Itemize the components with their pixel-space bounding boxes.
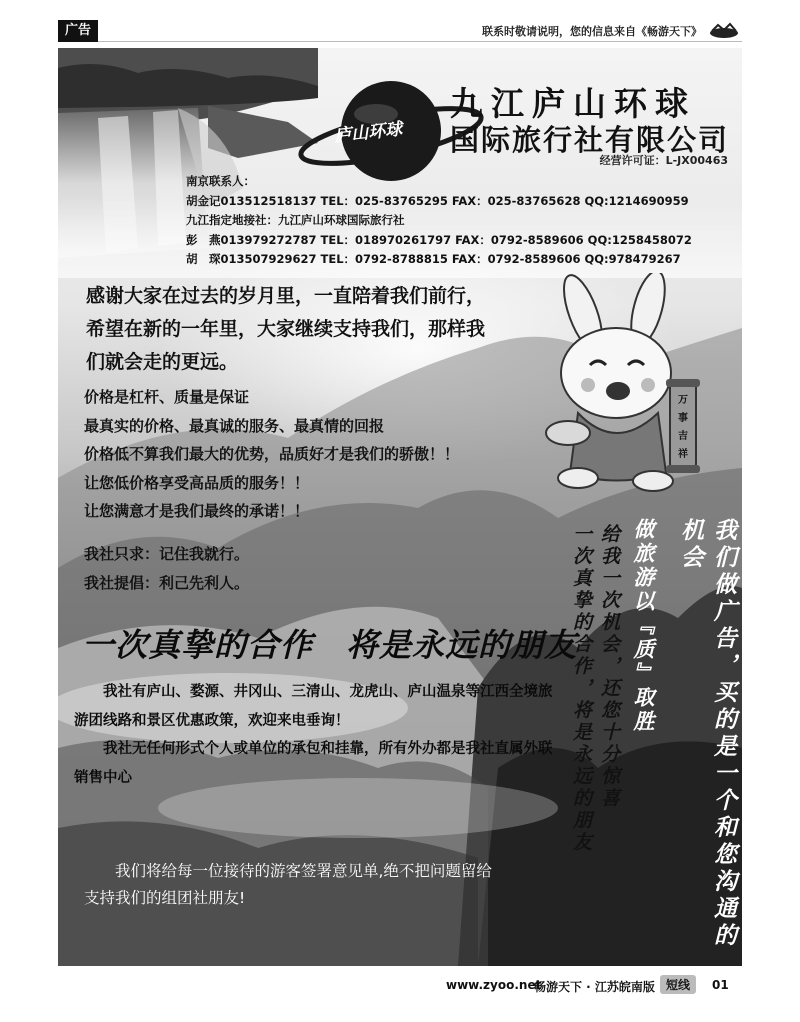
promise-line: 最真实的价格、最真诚的服务、最真情的回报	[84, 416, 385, 435]
slogan: 一次真挚的合作 将是永远的朋友	[82, 626, 578, 664]
mascot-scroll-char: 万	[678, 395, 688, 406]
motto-line: 我社只求：记住我就行。	[84, 545, 250, 563]
company-name-line1: 九江庐山环球	[450, 84, 696, 123]
globe-text: 庐山环球	[333, 119, 404, 147]
license-number: 经营许可证：L-JX00463	[599, 154, 728, 167]
ad-panel	[58, 48, 742, 966]
top-note: 联系时敬请说明，您的信息来自《畅游天下》	[482, 25, 702, 38]
motto-block	[84, 540, 249, 597]
vertical-text-chance: 给我一次机会，还您十分惊喜	[598, 524, 620, 810]
signoff-paragraph	[84, 858, 504, 912]
thanks-paragraph	[86, 280, 566, 379]
mascot-scroll-char: 祥	[678, 449, 688, 460]
thanks-line: 们就会走的更远。	[86, 351, 239, 373]
promise-line: 价格低不算我们最大的优势，品质好才是我们的骄傲！！	[84, 445, 460, 463]
business-line: 我社有庐山、婺源、井冈山、三清山、龙虎山、庐山温泉等江西全境旅游团线路和景区优惠政策，欢迎来电垂询！	[74, 684, 553, 729]
vertical-text-friend: 一次真挚的合作，将是永远的朋友	[570, 524, 592, 854]
rabbit-mascot-icon	[528, 273, 728, 493]
signoff-text: 我们将给每一位接待的游客签署意见单,绝不把问题留给支持我们的组团社朋友!	[84, 862, 492, 907]
promise-line: 让您低价格享受高品质的服务！！	[84, 473, 310, 492]
business-line: 我社无任何形式个人或单位的承包和挂靠，所有外办都是我社直属外联销售中心	[74, 741, 553, 786]
section-tag: 短线	[660, 975, 696, 994]
promise-line: 让您满意才是我们最终的承诺！！	[84, 502, 310, 520]
jiujiang-agency-title: 九江指定地接社：九江庐山环球国际旅行社	[186, 213, 405, 227]
thanks-line: 感谢大家在过去的岁月里，一直陪着我们前行，	[86, 285, 486, 307]
mascot-scroll-char: 事	[678, 413, 688, 424]
ad-label: 广告	[58, 20, 98, 42]
vertical-text-quality: 做旅游以『质』取胜	[631, 518, 656, 734]
motto-line: 我社提倡：利己先利人。	[84, 573, 250, 592]
promise-line: 价格是杠杆、质量是保证	[84, 388, 250, 406]
footer	[58, 972, 742, 998]
nanjing-contact-title: 南京联系人：	[186, 174, 255, 188]
vertical-text-ad: 我们做广告，买的是一个和您沟通的机会	[677, 518, 737, 950]
nanjing-contact-row: 胡金记013512518137 TEL：025-83765295 FAX：025-83765628 QQ:1214690959	[186, 193, 689, 208]
mascot-scroll-char: 吉	[678, 431, 688, 442]
footer-url[interactable]: www.zyoo.net	[446, 978, 542, 992]
business-paragraph	[74, 678, 564, 792]
magazine-logo-icon	[706, 22, 742, 40]
jiujiang-contact-row: 胡 琛013507929627 TEL：0792-8788815 FAX：0792-8589606 QQ:978479267	[186, 252, 681, 266]
promise-list	[84, 383, 459, 526]
top-bar	[58, 20, 742, 42]
footer-magazine: 畅游天下 · 江苏皖南版	[534, 980, 655, 994]
jiujiang-contact-row: 彭 燕013979272787 TEL：018970261797 FAX：0792-8589606 QQ:1258458072	[186, 232, 692, 247]
page-number: 01	[712, 978, 729, 992]
contact-block	[186, 172, 692, 270]
company-name-line2: 国际旅行社有限公司	[450, 123, 730, 157]
thanks-line: 希望在新的一年里，大家继续支持我们，那样我	[86, 318, 486, 340]
